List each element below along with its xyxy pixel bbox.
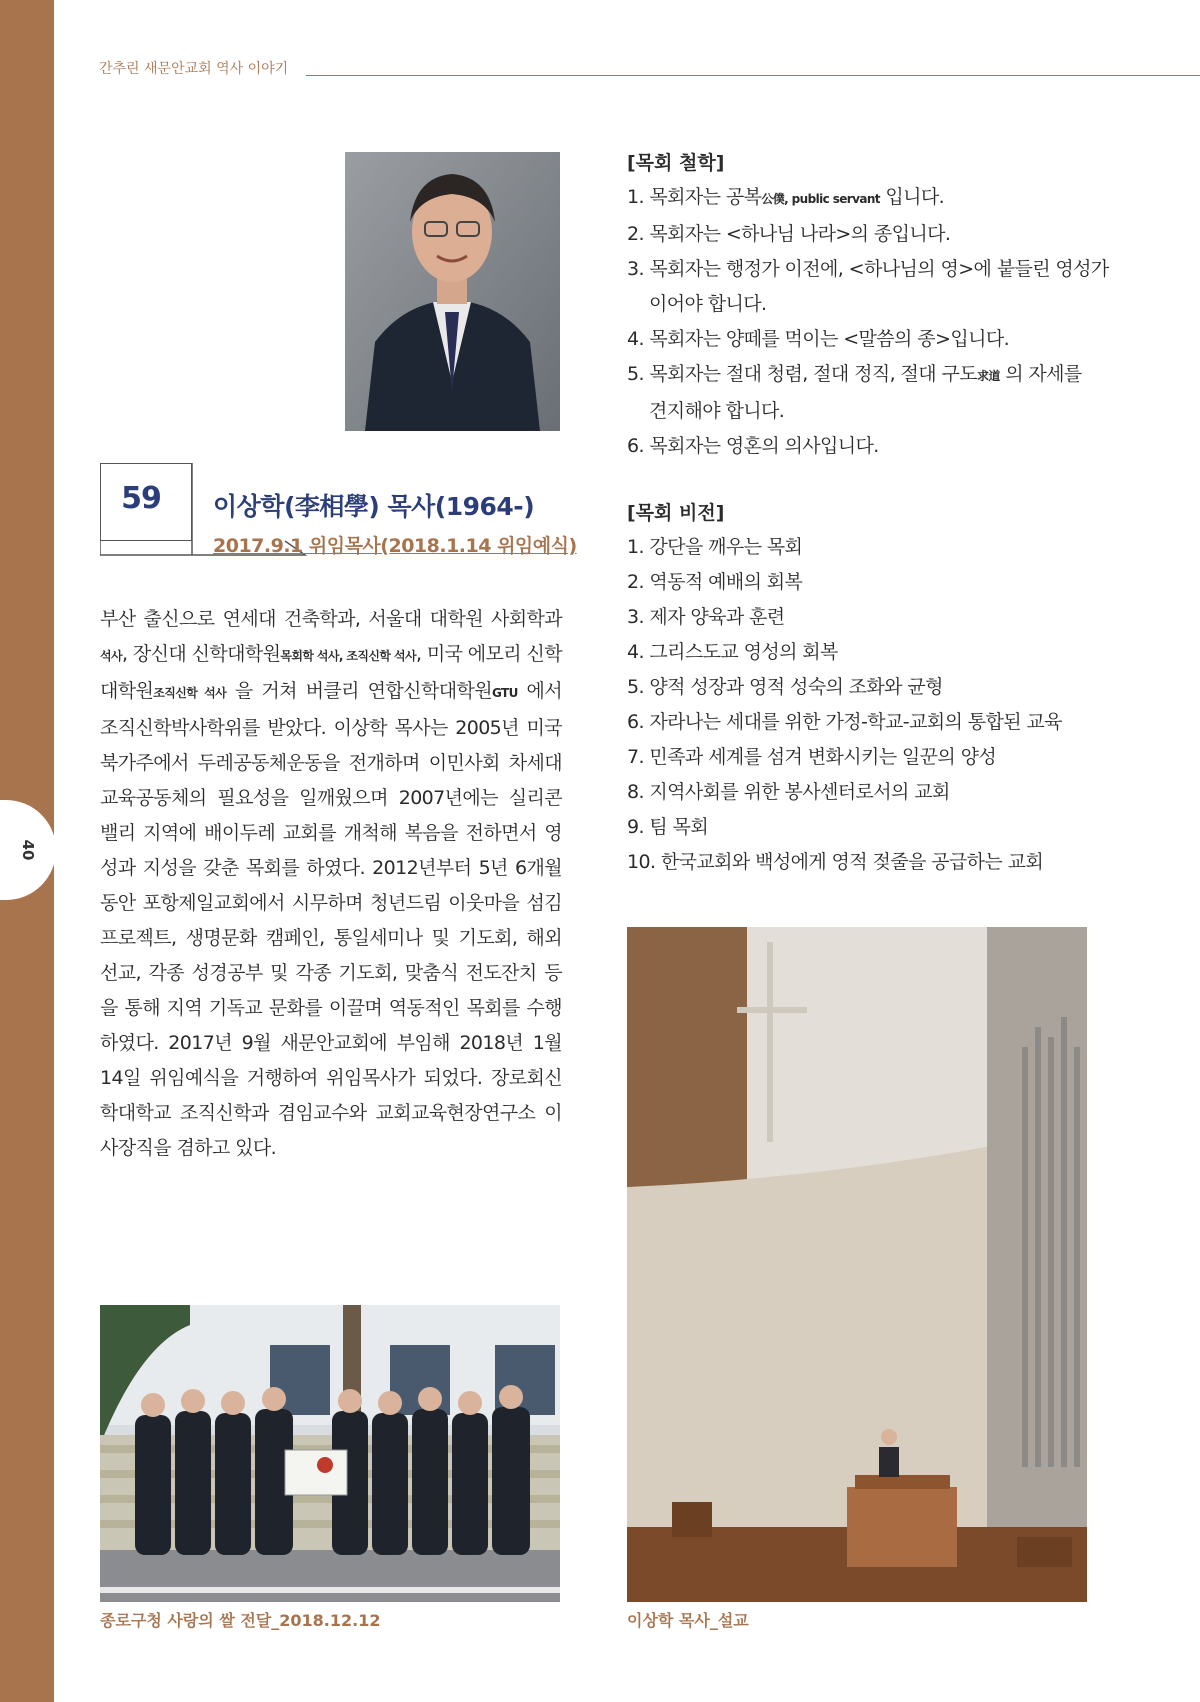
entry-number-box — [100, 463, 193, 555]
page-number: 40 — [19, 839, 37, 861]
list-item: 7. 민족과 세계를 섬겨 변화시키는 일꾼의 양성 — [627, 746, 997, 768]
bio-text: 을 거쳐 버클리 연합신학대학원 — [226, 680, 492, 702]
item-text: 1. 목회자는 공복 — [627, 186, 762, 208]
item-note: 求道 — [976, 369, 1000, 383]
list-item: 6. 목회자는 영혼의 의사입니다. — [627, 435, 879, 457]
running-head: 간추린 새문안교회 역사 이야기 — [99, 61, 289, 77]
vision-list — [627, 530, 1107, 880]
list-item: 9. 팀 목회 — [627, 816, 709, 838]
list-item: 2. 목회자는 <하나님 나라>의 종입니다. — [627, 223, 951, 245]
philosophy-list — [627, 180, 1107, 464]
header-rule — [306, 75, 1200, 76]
pastor-term: 2017.9.1 위임목사(2018.1.14 위임예식) — [213, 535, 577, 557]
item-text: 이어야 합니다. — [649, 293, 767, 315]
bio-note: 목회학 석사, 조직신학 석사 — [280, 649, 416, 663]
list-item — [627, 357, 1107, 429]
item-text: 5. 목회자는 절대 청렴, 절대 정직, 절대 구도 — [627, 363, 977, 385]
list-item — [627, 180, 1107, 217]
list-item: 5. 양적 성장과 영적 성숙의 조화와 균형 — [627, 676, 943, 698]
philosophy-title: [목회 철학] — [627, 152, 725, 174]
list-item: 10. 한국교회와 백성에게 영적 젖줄을 공급하는 교회 — [627, 851, 1044, 873]
list-item: 4. 목회자는 양떼를 먹이는 <말씀의 종>입니다. — [627, 328, 1010, 350]
sermon-photo — [627, 927, 1087, 1602]
list-item: 8. 지역사회를 위한 봉사센터로서의 교회 — [627, 781, 950, 803]
bio-text: 부산 출신으로 연세대 건축학과, 서울대 대학원 사회학과 — [100, 608, 562, 630]
bio-text: 에서 조직신학박사학위를 받았다. 이상학 목사는 2005년 미국 북가주에서 두레공동체운동을 전개하며 이민사회 차세대 교육공동체의 필요성을 일깨웠으며 2007년에는 실리콘 밸리 지역에 배이두레 교회를 개척해 복음을 전하면서 영성과 지성을 갖춘 목회를 하였다. 2012년부터 5년 6개월 동안 포항제일교회에서 시무하며 청년드림 이웃마을 섬김 프로젝트, 생명문화 캠페인, 통일세미나 및 기도회, 해외 선교, 각종 성경공부 및 각종 기도회, 맞춤식 전도잔치 등을 통해 지역 기독교 문화를 이끌며 역동적인 목회를 수행하였다. 2017년 9월 새문안교회에 부임해 2018년 1월 14일 위임예식을 거행하여 위임목사가 되었다. 장로회신학대학교 조직신학과 겸임교수와 교회교육현장연구소 이사장직을 겸하고 있다. — [100, 680, 563, 1159]
list-item: 6. 자라나는 세대를 위한 가정-학교-교회의 통합된 교육 — [627, 711, 1062, 733]
list-item: 3. 제자 양육과 훈련 — [627, 606, 785, 628]
list-item — [627, 252, 1107, 322]
list-item: 1. 강단을 깨우는 목회 — [627, 536, 803, 558]
bio-note: GTU — [491, 686, 518, 700]
bio-text: , 미국 에모리 신학대학원 — [100, 643, 562, 702]
list-item: 2. 역동적 예배의 회복 — [627, 571, 803, 593]
item-text: 의 자세를 — [999, 363, 1082, 385]
bio-text: , 장신대 신학대학원 — [121, 643, 281, 665]
item-note: 公僕, public servant — [761, 192, 880, 206]
sermon-photo-caption: 이상학 목사_설교 — [627, 1611, 749, 1630]
group-photo — [100, 1305, 560, 1602]
portrait-photo — [345, 152, 560, 431]
list-item: 4. 그리스도교 영성의 회복 — [627, 641, 838, 663]
item-text: 입니다. — [879, 186, 945, 208]
group-photo-caption: 종로구청 사랑의 쌀 전달_2018.12.12 — [100, 1611, 381, 1630]
pastor-name: 이상학(李相學) 목사(1964-) — [213, 492, 535, 521]
bio-note: 석사 — [100, 649, 122, 663]
biography-paragraph — [100, 602, 562, 1166]
item-text: 견지해야 합니다. — [649, 400, 785, 422]
item-text: 3. 목회자는 행정가 이전에, <하나님의 영>에 붙들린 영성가 — [627, 258, 1109, 280]
bio-note: 조직신학 석사 — [153, 686, 227, 700]
vision-title: [목회 비전] — [627, 502, 725, 524]
entry-number: 59 — [121, 481, 161, 516]
